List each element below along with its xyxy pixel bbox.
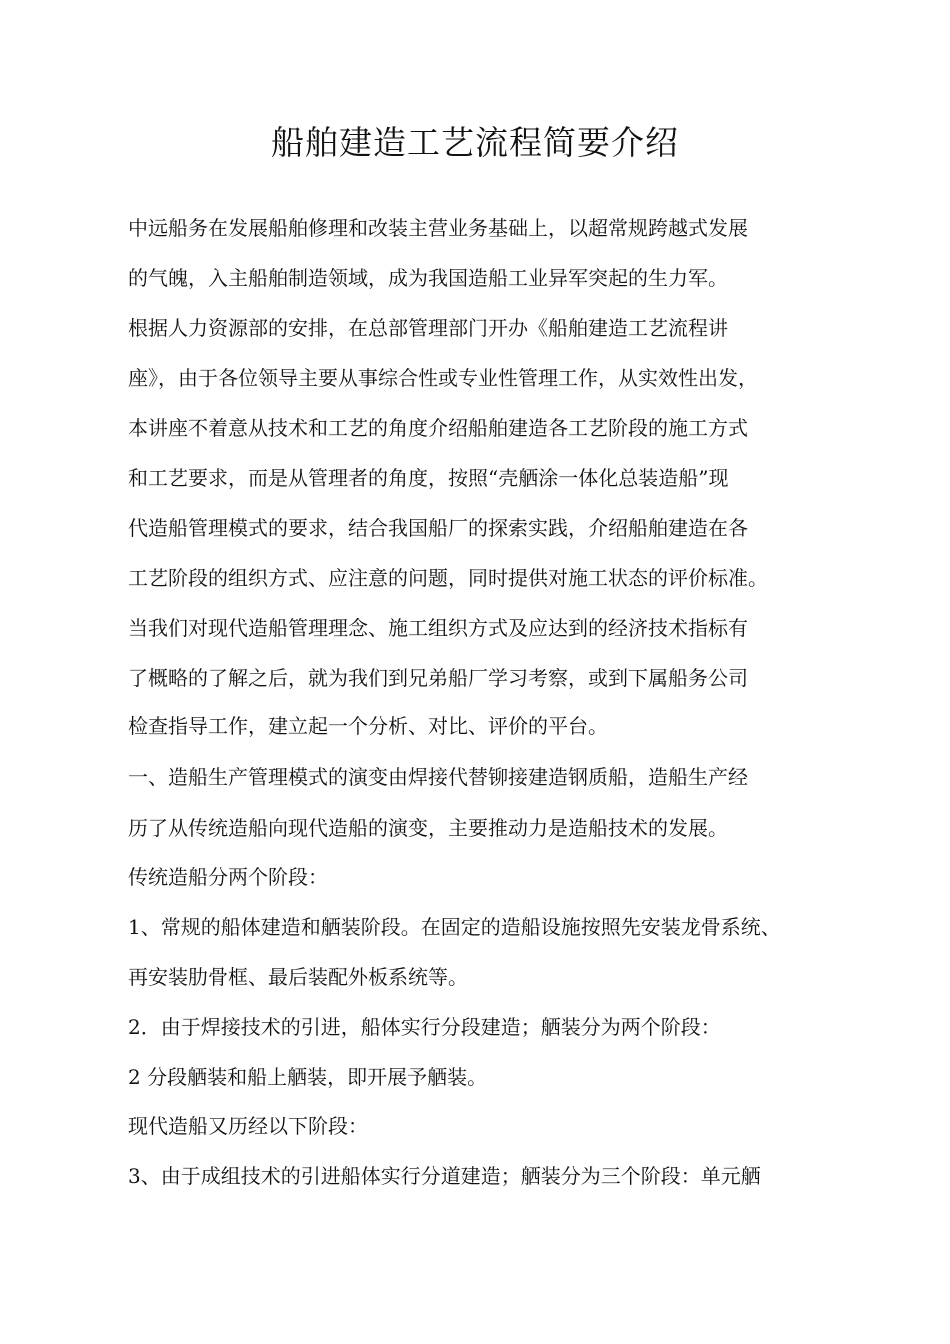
body-line: 根据人力资源部的安排，在总部管理部门开办《船舶建造工艺流程讲 <box>128 316 728 340</box>
list-item-line: 2 分段舾装和船上舾装，即开展予舾装。 <box>128 1065 488 1089</box>
list-item-line: 2．由于焊接技术的引进，船体实行分段建造；舾装分为两个阶段： <box>128 1015 721 1039</box>
body-line: 检查指导工作，建立起一个分析、对比、评价的平台。 <box>128 714 608 738</box>
body-line: 当我们对现代造船管理理念、施工组织方式及应达到的经济技术指标有 <box>128 616 748 640</box>
list-item-line: 1、常规的船体建造和舾装阶段。在固定的造船设施按照先安装龙骨系统、 <box>128 915 781 939</box>
body-line: 的气魄，入主船舶制造领域，成为我国造船工业异军突起的生力军。 <box>128 266 728 290</box>
body-line: 了概略的了解之后，就为我们到兄弟船厂学习考察，或到下属船务公司 <box>128 666 748 690</box>
body-line: 历了从传统造船向现代造船的演变，主要推动力是造船技术的发展。 <box>128 816 728 840</box>
body-line: 座》，由于各位领导主要从事综合性或专业性管理工作，从实效性出发， <box>128 366 758 390</box>
body-line: 传统造船分两个阶段： <box>128 865 328 889</box>
list-item-line: 3、由于成组技术的引进船体实行分道建造；舾装分为三个阶段：单元舾 <box>128 1164 761 1188</box>
body-line: 中远船务在发展船舶修理和改装主营业务基础上，以超常规跨越式发展 <box>128 216 748 240</box>
section-heading-line: 一、造船生产管理模式的演变由焊接代替铆接建造钢质船，造船生产经 <box>128 765 748 789</box>
body-line: 和工艺要求，而是从管理者的角度，按照“壳舾涂一体化总装造船”现 <box>128 466 729 490</box>
body-line: 工艺阶段的组织方式、应注意的问题，同时提供对施工状态的评价标准。 <box>128 566 768 590</box>
body-line: 本讲座不着意从技术和工艺的角度介绍船舶建造各工艺阶段的施工方式 <box>128 416 748 440</box>
body-line: 代造船管理模式的要求，结合我国船厂的探索实践，介绍船舶建造在各 <box>128 516 748 540</box>
document-title: 船舶建造工艺流程简要介绍 <box>271 123 679 162</box>
body-line: 现代造船又历经以下阶段： <box>128 1114 368 1138</box>
list-item-line: 再安装肋骨框、最后装配外板系统等。 <box>128 965 468 989</box>
